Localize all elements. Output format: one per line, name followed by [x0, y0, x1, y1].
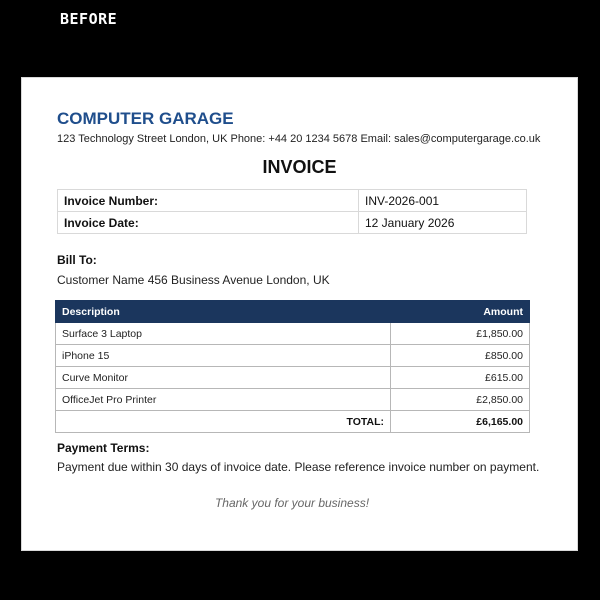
column-header-description: Description — [56, 301, 391, 323]
item-amount: £1,850.00 — [391, 323, 530, 345]
invoice-number-label: Invoice Number: — [58, 190, 359, 212]
invoice-date-value: 12 January 2026 — [359, 212, 527, 234]
table-row — [56, 367, 530, 389]
invoice-date-label: Invoice Date: — [58, 212, 359, 234]
company-name: COMPUTER GARAGE — [57, 109, 234, 128]
bill-to-address: Customer Name 456 Business Avenue London, UK — [57, 273, 330, 287]
before-label: BEFORE — [60, 10, 118, 28]
line-items-header — [56, 301, 530, 323]
table-row — [56, 323, 530, 345]
payment-terms-text: Payment due within 30 days of invoice date. Please reference invoice number on payment. — [57, 460, 540, 474]
total-value: £6,165.00 — [391, 411, 530, 433]
thank-you-note: Thank you for your business! — [214, 496, 370, 510]
meta-row-invoice-number — [58, 190, 527, 212]
meta-row-invoice-date — [58, 212, 527, 234]
invoice-meta-table — [57, 189, 527, 234]
item-description: Curve Monitor — [56, 367, 391, 389]
item-amount: £615.00 — [391, 367, 530, 389]
item-description: Surface 3 Laptop — [56, 323, 391, 345]
payment-terms-heading: Payment Terms: — [57, 441, 150, 455]
invoice-number-value: INV-2026-001 — [359, 190, 527, 212]
table-row — [56, 389, 530, 411]
bill-to-heading: Bill To: — [57, 253, 97, 267]
total-row — [56, 411, 530, 433]
item-amount: £2,850.00 — [391, 389, 530, 411]
invoice-title: INVOICE — [262, 157, 337, 177]
total-label: TOTAL: — [56, 411, 391, 433]
item-description: iPhone 15 — [56, 345, 391, 367]
invoice-page — [22, 78, 577, 550]
item-description: OfficeJet Pro Printer — [56, 389, 391, 411]
line-items-table — [55, 300, 530, 433]
table-row — [56, 345, 530, 367]
column-header-amount: Amount — [391, 301, 530, 323]
company-contact-line: 123 Technology Street London, UK Phone: +44 20 1234 5678 Email: sales@computergarage.co.uk — [57, 133, 541, 145]
item-amount: £850.00 — [391, 345, 530, 367]
